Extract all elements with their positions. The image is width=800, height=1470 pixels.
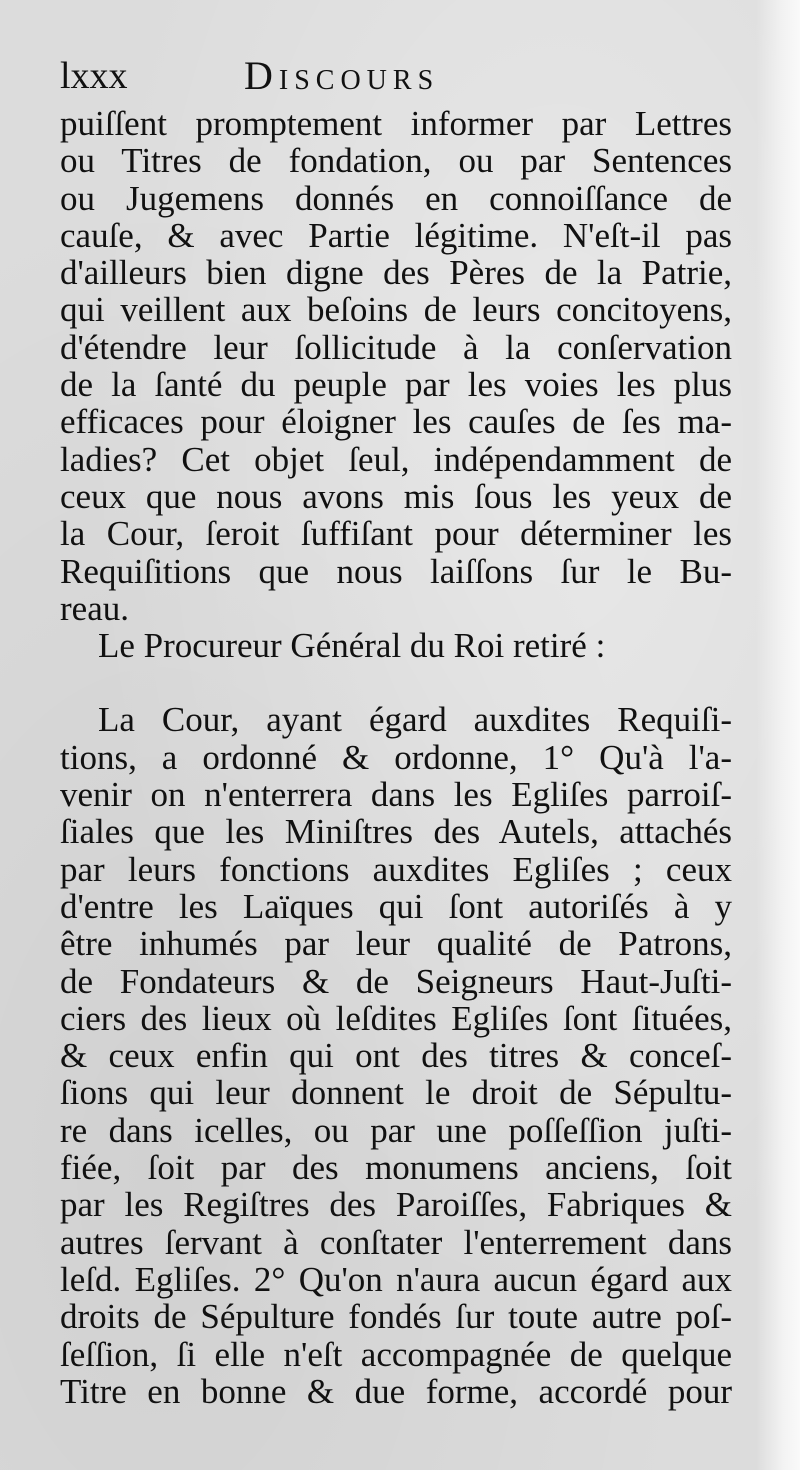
text-line: efficaces pour éloigner les cauſes de ſes ma- [60, 402, 732, 442]
body-text [60, 105, 732, 1410]
text-line: La Cour, ayant égard auxdites Requiſi- [98, 700, 732, 740]
text-line: ſions qui leur donnent le droit de Sépultu- [60, 1073, 732, 1113]
text-line: ciers des lieux où leſdites Egliſes ſont ſituées, [60, 998, 732, 1038]
section-heading: Le Procureur Général du Roi retiré : [98, 626, 606, 666]
text-line: droits de Sépulture fondés ſur toute autre poſ- [60, 1297, 732, 1337]
text-line: d'ailleurs bien digne des Pères de la Patrie, [60, 253, 732, 293]
text-line: venir on n'enterrera dans les Egliſes parroiſ- [60, 775, 732, 815]
text-line: cauſe, & avec Partie légitime. N'eſt-il pas [60, 215, 732, 255]
text-line: puiſſent promptement informer par Lettres [60, 104, 732, 143]
text-line: Requiſitions que nous laiſſons ſur le Bu- [60, 551, 732, 591]
text-line: de Fondateurs & de Seigneurs Haut-Juſti- [60, 961, 732, 1001]
text-line: autres ſervant à conſtater l'enterrement dans [60, 1222, 732, 1262]
running-title: Discours [244, 53, 440, 98]
text-line: être inhumés par leur qualité de Patrons, [60, 924, 732, 964]
text-line: fiée, ſoit par des monumens anciens, ſoit [60, 1148, 732, 1188]
text-line: d'étendre leur ſollicitude à la conſervation [60, 327, 732, 367]
text-line: de la ſanté du peuple par les voies les plus [60, 365, 732, 405]
text-line: qui veillent aux beſoins de leurs concitoyens, [60, 290, 732, 330]
text-line: ſiales que les Miniſtres des Autels, attachés [60, 812, 732, 852]
text-line: ladies? Cet objet ſeul, indépendamment de [60, 439, 732, 479]
blank-line [60, 664, 732, 701]
text-line: ſeſſion, ſi elle n'eſt accompagnée de quelque [60, 1334, 732, 1374]
text-line: par les Regiſtres des Paroiſſes, Fabriques & [60, 1185, 732, 1225]
text-line: par leurs fonctions auxdites Egliſes ; ceux [60, 849, 732, 889]
text-line: re dans icelles, ou par une poſſeſſion juſti- [60, 1110, 732, 1150]
text-line: tions, a ordonné & ordonne, 1° Qu'à l'a- [60, 737, 732, 777]
page-edge [756, 0, 800, 1470]
text-line: ou Titres de fondation, ou par Sentences [60, 141, 732, 181]
text-line: leſd. Egliſes. 2° Qu'on n'aura aucun égard aux [60, 1259, 732, 1299]
text-line: la Cour, ſeroit ſuffiſant pour déterminer les [60, 514, 732, 554]
text-line: ou Jugemens donnés en connoiſſance de [60, 178, 732, 218]
text-line: & ceux enfin qui ont des titres & conceſ- [60, 1036, 732, 1076]
text-line: ceux que nous avons mis ſous les yeux de [60, 476, 732, 516]
text-line: d'entre les Laïques qui ſont autoriſés à y [60, 886, 732, 926]
text-line: Titre en bonne & due forme, accordé pour [60, 1371, 732, 1411]
page-header [60, 50, 740, 102]
text-line: reau. [60, 588, 129, 628]
page-number: lxxx [60, 55, 128, 97]
